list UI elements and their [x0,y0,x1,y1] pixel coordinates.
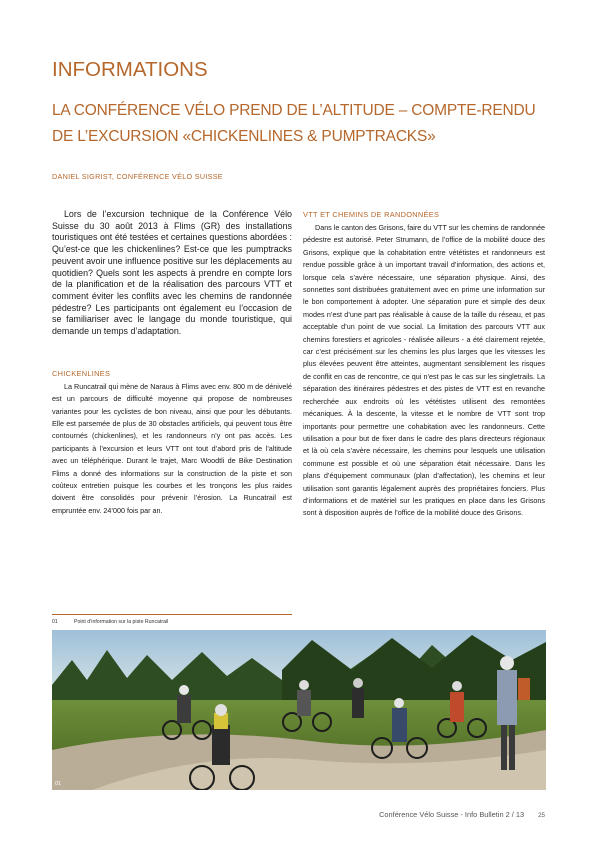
vtt-randonnees-paragraph: Dans le canton des Grisons, faire du VTT sur les chemins de randonnée pédestre est autorisé. Peter Strumann, de l’office de la mobilité douce des Grisons, explique que la cohabitation entre vététistes et randonneurs est rendue possible grâce à un important travail d’information, des actions et, lorsque cela s’avère nécessaire, une séparation physique. Ainsi, des sonnettes sont distribuées gratuitement avec en prime une information sur le bon comportement à adopter. Une séparation pure et simple des deux modes n’est d’une part pas réalisable à cause de la taille du réseau, et pas acceptable d’un point de vue social. La limitation des parcours VTT aux chemins forestiers et agricoles - réalisée ailleurs - a été clairement rejetée, car c’est précisément sur les chemins les plus larges que les vitesses les plus élevées peuvent être atteintes, augmentant sensiblement les risques de conflit en cas de rencontre, ce qui n’est pas le cas sur les singletrails. La séparation des itinéraires pédestres et des pistes de VTT est en revanche recherchée aux endroits où les vététistes utilisent des remontées mécaniques. À la descente, la vitesse et le nombre de VTT sont trop importants pour permettre une cohabitation avec les randonneurs. Cette utilisation a pour but de fixer dans le cadre des plans directeurs régionaux et là où cela s’avère nécessaire, les chemins pour lesquels une utilisation commune est possible et où une séparation était nécessaire. Dans les plans d’équipement communaux (plan d’affectation), les chemins et leur utilisation sont garantis légalement auprès des propriétaires fonciers. Plus d’informations et de matériel sur les pratiques en place dans les Grisons sont à disposition auprès de l’office de la mobilité douce des Grisons. [303,223,545,518]
article-headline: LA CONFÉRENCE VÉLO PREND DE L’ALTITUDE – COMPTE-RENDU DE L’EXCURSION «CHICKENLINES & PUMPTRACKS» [52,102,536,145]
article-byline: DANIEL SIGRIST, CONFÉRENCE VÉLO SUISSE [52,172,223,181]
photo-illustration [52,630,546,790]
chickenlines-paragraph: La Runcatrail qui mène de Naraus à Flims avec env. 800 m de dénivelé est un parcours de difficulté moyenne qui propose de nombreuses variantes pour les cyclistes de bon niveau, ainsi que pour les débutants. Elle est parsemée de plus de 30 obstacles artificiels, qui peuvent tous être contournés (chickenlines), et les randonneurs n’y ont pas accès. Les participants à l’excursion et leurs VTT ont tout d’abord pris de l’altitude avec un téléphérique. Durant le trajet, Marc Woodtli de Bike Destination Flims a donné des informations sur la construction de la piste et son coûteux entretien puisque les courbes et les tronçons les plus raides doivent être consolidés pour prévenir l’érosion. La Runcatrail est empruntée env. 24’000 fois par an. [52,381,292,515]
caption-divider [52,614,292,615]
photo-number-label: 01 [55,781,62,787]
page-number: 25 [538,812,545,819]
page-footer [379,810,545,819]
photo-cyclists-group [52,630,546,790]
figure-caption [52,619,168,625]
right-column [303,210,545,520]
section-title: INFORMATIONS [52,58,208,81]
footer-publication: Conférence Vélo Suisse - Info Bulletin 2 / 13 [379,810,525,819]
subhead-vtt-randonnees: VTT ET CHEMINS DE RANDONNÉES [303,210,440,219]
left-column [52,209,292,517]
figure-caption-text: Point d’information sur la piste Runcatrail [74,619,169,625]
intro-paragraph: Lors de l’excursion technique de la Conférence Vélo Suisse du 30 août 2013 à Flims (GR) des installations touristiques ont été testées et certaines questions abordées : Qu’est-ce que les chickenlines? Est-ce que les pumptracks peuvent avoir une influence positive sur les déplacements au quotidien? Quels sont les aspects à prendre en compte lors de la planification et de la réalisation des parcours VTT et comment éviter les conflits avec les chemins de randonnée pédestre? Les participants ont également eu l’occasion de se familiariser avec le langage du monde touristique, qui demande un temps d’adaptation. [52,209,292,337]
figure-number: 01 [52,619,58,625]
subhead-chickenlines: CHICKENLINES [52,368,111,378]
